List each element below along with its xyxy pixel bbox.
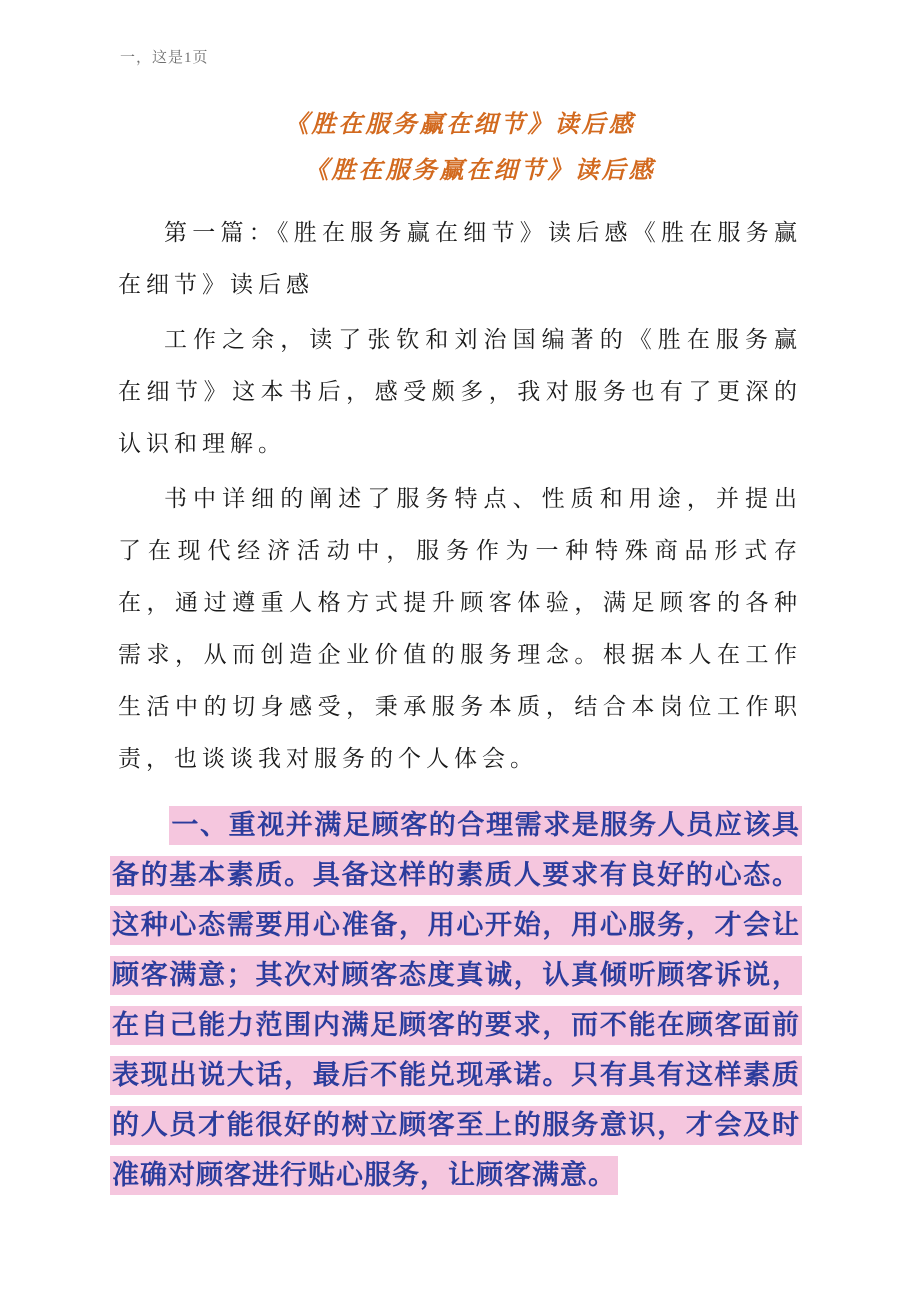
page-header-note: 一，这是1页 (120, 50, 209, 66)
paragraph-reading-intro: 工作之余，读了张钦和刘治国编著的《胜在服务赢在细节》这本书后，感受颇多，我对服务也有了更深的认识和理解。 (118, 327, 802, 456)
doc-title-line-1: 《胜在服务赢在细节》读后感 (284, 109, 636, 138)
highlighted-paragraph-text: 一、重视并满足顾客的合理需求是服务人员应该具备的基本素质。具备这样的素质人要求有良好的心态。这种心态需要用心准备，用心开始，用心服务，才会让顾客满意；其次对顾客态度真诚，认真倾听顾客诉说，在自己能力范围内满足顾客的要求，而不能在顾客面前表现出说大话，最后不能兑现承诺。只有具有这样素质的人员才能很好的树立顾客至上的服务意识，才会及时准确对顾客进行贴心服务，让顾客满意。 (110, 806, 802, 1195)
highlighted-paragraph (110, 801, 802, 1201)
paragraph-first-piece: 第一篇：《胜在服务赢在细节》读后感《胜在服务赢在细节》读后感 (118, 220, 802, 297)
doc-title-line-2: 《胜在服务赢在细节》读后感 (304, 155, 656, 184)
paragraph-book-summary: 书中详细的阐述了服务特点、性质和用途，并提出了在现代经济活动中，服务作为一种特殊商品形式存在，通过遵重人格方式提升顾客体验，满足顾客的各种需求，从而创造企业价值的服务理念。根据本人在工作生活中的切身感受，秉承服务本质，结合本岗位工作职责，也谈谈我对服务的个人体会。 (118, 486, 802, 771)
